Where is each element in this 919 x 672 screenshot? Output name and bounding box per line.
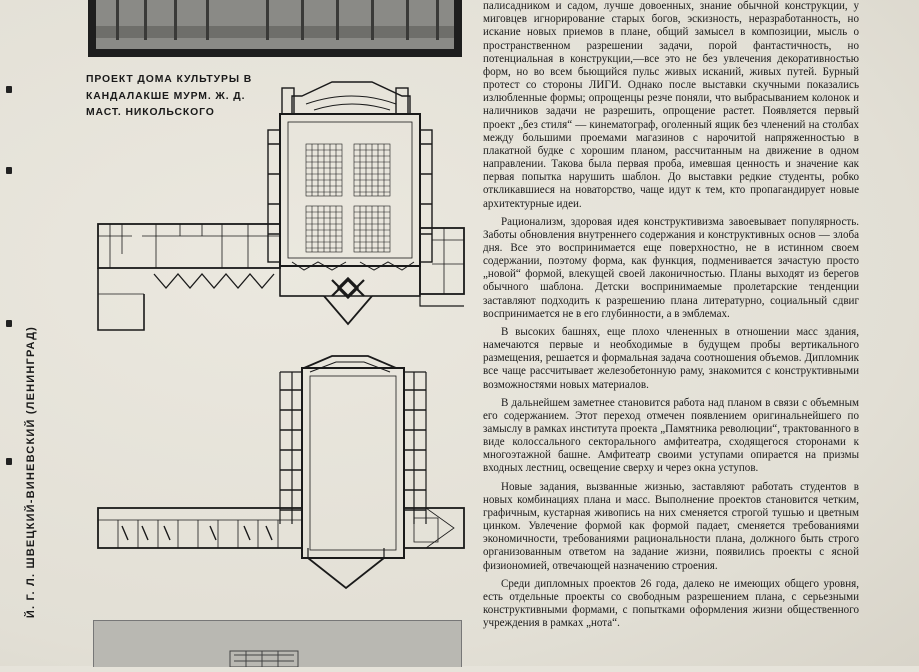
upper-floor-plan: [92, 74, 468, 336]
margin-mark: [6, 320, 12, 327]
article-text-column: [483, 0, 859, 635]
article-paragraph: В высоких башнях, еще плохо члененных в отношении масс здания, намечаются первые и необходимые в будущем пробы вертикального размещения, решается и формальная задача соотношения объемов. Дипломник все чаще рассчитывает железобетонную раму, знакомится с конструктивными возможностями новых материалов.: [483, 325, 859, 391]
article-paragraph: В дальнейшем заметнее становится работа над планом в связи с объемным его содержанием. Этот переход отмечен появлением оригинальнейшего по замыслу в рамках института проекта „Памятника революции“, трактованного в виде колоссального секторального амфитеатра, сходящегося сторонами к многоэтажной башне. Амфитеатр своими уступами опирается на призмы входных лестниц, освещение сверху и через окна уступов.: [483, 396, 859, 475]
article-paragraph: Новые задания, вызванные жизнью, заставляют работать студентов в новых комбинациях плана и масс. Выполнение проектов становится четким, графичным, кустарная живопись на них сменяется строгой тушью и цветным цинком. Увлечение формой как формой падает, сменяется требованиями экономичности, требованиями рациональности плана, должного быть строго организованным ответом на задание жизни, появились проекты с ясной физиономией, отвечающей назначению строения.: [483, 480, 859, 572]
margin-mark: [6, 458, 12, 465]
margin-mark: [6, 167, 12, 174]
left-margin: [0, 0, 60, 666]
caption-line: МАСТ. НИКОЛЬСКОГО: [86, 107, 215, 118]
top-building-photo: [88, 0, 462, 57]
caption-line: ПРОЕКТ ДОМА КУЛЬТУРЫ В: [86, 74, 253, 85]
bottom-building-photo: [93, 620, 462, 667]
vertical-author-credit: Й. Г. Л. ШВЕЦКИЙ-ВИНЕВСКИЙ (ЛЕНИНГРАД): [25, 326, 37, 619]
article-paragraph: Среди дипломных проектов 26 года, далеко не имеющих общего уровня, есть отдельные проекты со свободным разрешением плана, с серьезными конструктивными формами, с попытками оформления жизни общественного учреждения в рамках „нота“.: [483, 577, 859, 630]
lower-floor-plan: [92, 352, 468, 602]
caption-line: КАНДАЛАКШЕ МУРМ. Ж. Д.: [86, 90, 246, 102]
article-paragraph: Рационализм, здоровая идея конструктивизма завоевывает популярность. Заботы обновления внутреннего содержания и конструктивных основ — злоба дня. Все это воспринимается еще поверхностно, не в истинном своем содержании, поэтому форма, как функция, подменивается зачастую просто „новой“ формой, влекущей своей лаконичностью. Планы выходят из берегов обычного шаблона. Детски воспринимаемые пролетарские тенденции заставляют подходить к разрешению плана литературно, социальный сдвиг воспринимается не в его глубинности, а в эмблемах.: [483, 215, 859, 320]
article-paragraph: палисадником и садом, лучше довоенных, знание обычной конструкции, у миговцев игнорирование старых богов, эскизность, неразработанность, но искание новых приемов в плане, общий замысел в композиции, мысль о пространственном разрешении задачи, порой фантастичность, но потенциальная в конструкции,—все это не без увлечения декоративностью форм, но во всем бьющийся пульс живых исканий, живых путей. Бурный протест со стороны ЛИГИ. Однако после выставки скучными показались излюбленные формы; опрощенцы резче поняли, что выбрасыванием колонок и наличников задачи не разрешить, опрощение растет. Появляется первый проект „без стиля“ — кинематограф, оголенный ящик без членений на столбах между большими проемами магазинов с нарочитой напряженностью в плакатной будке с хорошим планом, рассчитанным на движение в одном направлении. Такова была первая проба, имевшая ценность и значение как первая попытка нарушить шаблон. До выставки редкие студенты, робко откликавшиеся на новаторство, чаще идут к тем, кто пропагандирует новые архитектурные идеи.: [483, 0, 859, 210]
margin-mark: [6, 86, 12, 93]
